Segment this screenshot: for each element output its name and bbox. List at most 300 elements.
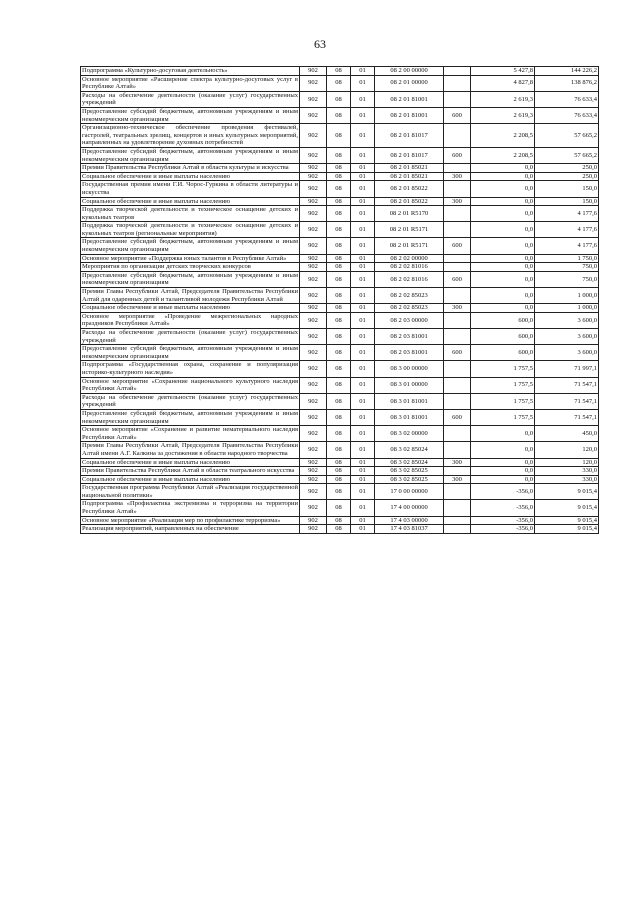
row-name: Предоставление субсидий бюджетным, автономным учреждениям и иным некоммерческим организациям	[82, 238, 298, 254]
row-grbs: 902	[300, 409, 327, 425]
row-target-code: 08 3 00 00000	[375, 361, 444, 377]
row-subsection: 01	[351, 91, 375, 107]
table-row	[81, 147, 599, 163]
table-row	[81, 361, 599, 377]
table-row	[81, 475, 599, 484]
row-section: 08	[327, 304, 351, 313]
row-section: 08	[327, 361, 351, 377]
table-row	[81, 91, 599, 107]
row-subsection: 01	[351, 525, 375, 534]
row-grbs: 902	[300, 426, 327, 442]
row-subsection: 01	[351, 197, 375, 206]
row-name: Предоставление субсидий бюджетным, автономным учреждениям и иным некоммерческим организациям	[82, 409, 298, 425]
row-amount-change: 0,0	[471, 263, 535, 272]
row-amount-change: 0,0	[471, 442, 535, 458]
row-amount-change: 2 619,3	[471, 91, 535, 107]
row-amount-total: 76 633,4	[535, 107, 599, 123]
row-grbs: 902	[300, 67, 327, 76]
row-target-code: 08 2 02 85023	[375, 304, 444, 313]
row-amount-total: 57 665,2	[535, 147, 599, 163]
row-name: Премии Главы Республики Алтай, Председателя Правительства Республики Алтай имени А.Г. Калкина за достижения в области народного творчества	[82, 442, 298, 457]
row-subsection: 01	[351, 206, 375, 222]
row-amount-change: 0,0	[471, 164, 535, 173]
row-target-code: 08 2 01 85022	[375, 181, 444, 197]
row-grbs: 902	[300, 263, 327, 272]
row-target-code: 08 3 01 81001	[375, 409, 444, 425]
row-amount-change: 0,0	[471, 467, 535, 476]
row-expense-type	[444, 442, 471, 458]
row-amount-total: 1 000,0	[535, 304, 599, 313]
row-amount-change: 0,0	[471, 181, 535, 197]
row-grbs: 902	[300, 484, 327, 500]
row-expense-type: 600	[444, 238, 471, 254]
row-subsection: 01	[351, 254, 375, 263]
row-amount-total: 138 876,2	[535, 75, 599, 91]
row-name: Государственная премия имени Г.И. Чорос-Гуркина в области литературы и искусства	[82, 181, 298, 196]
row-section: 08	[327, 329, 351, 345]
row-amount-change: -356,0	[471, 484, 535, 500]
row-section: 08	[327, 172, 351, 181]
row-grbs: 902	[300, 197, 327, 206]
row-amount-total: 250,0	[535, 164, 599, 173]
row-target-code: 08 2 01 85022	[375, 197, 444, 206]
row-subsection: 01	[351, 426, 375, 442]
row-name: Государственная программа Республики Алтай «Реализация государственной национальной политики»	[82, 484, 298, 499]
row-grbs: 902	[300, 393, 327, 409]
row-target-code: 08 2 01 85021	[375, 164, 444, 173]
row-target-code: 08 3 02 85025	[375, 467, 444, 476]
row-section: 08	[327, 442, 351, 458]
row-target-code: 08 3 01 00000	[375, 377, 444, 393]
row-amount-change: 0,0	[471, 222, 535, 238]
row-subsection: 01	[351, 409, 375, 425]
row-section: 08	[327, 124, 351, 148]
row-expense-type	[444, 222, 471, 238]
row-amount-total: 71 547,1	[535, 409, 599, 425]
row-name: Основное мероприятие «Реализация мер по профилактике терроризма»	[81, 516, 300, 525]
row-grbs: 902	[300, 329, 327, 345]
row-amount-change: 0,0	[471, 304, 535, 313]
row-expense-type: 300	[444, 475, 471, 484]
row-name: Поддержка творческой деятельности и техническое оснащение детских и кукольных театров	[82, 206, 298, 221]
row-subsection: 01	[351, 442, 375, 458]
row-amount-total: 3 600,0	[535, 312, 599, 328]
row-amount-change: 1 757,5	[471, 409, 535, 425]
row-amount-change: 0,0	[471, 271, 535, 287]
row-amount-total: 150,0	[535, 181, 599, 197]
row-amount-total: 9 015,4	[535, 525, 599, 534]
row-section: 08	[327, 345, 351, 361]
row-expense-type	[444, 467, 471, 476]
row-target-code: 08 2 02 00000	[375, 254, 444, 263]
table-row	[81, 263, 599, 272]
row-amount-total: 150,0	[535, 197, 599, 206]
row-expense-type	[444, 67, 471, 76]
row-target-code: 08 2 02 81016	[375, 263, 444, 272]
row-expense-type	[444, 75, 471, 91]
row-subsection: 01	[351, 107, 375, 123]
row-name: Подпрограмма «Государственная охрана, сохранение и популяризация историко-культурного наследия»	[82, 361, 298, 376]
row-section: 08	[327, 312, 351, 328]
row-name: Предоставление субсидий бюджетным, автономным учреждениям и иным некоммерческим организациям	[82, 345, 298, 360]
row-subsection: 01	[351, 271, 375, 287]
table-row	[81, 271, 599, 287]
row-section: 08	[327, 458, 351, 467]
row-grbs: 902	[300, 254, 327, 263]
row-section: 08	[327, 409, 351, 425]
row-amount-change: 0,0	[471, 172, 535, 181]
row-amount-total: 450,0	[535, 426, 599, 442]
row-amount-total: 750,0	[535, 271, 599, 287]
row-expense-type: 300	[444, 197, 471, 206]
row-amount-total: 9 015,4	[535, 484, 599, 500]
row-grbs: 902	[300, 442, 327, 458]
row-expense-type: 300	[444, 458, 471, 467]
row-subsection: 01	[351, 147, 375, 163]
row-target-code: 17 0 00 00000	[375, 484, 444, 500]
row-expense-type	[444, 288, 471, 304]
row-amount-change: -356,0	[471, 500, 535, 516]
row-subsection: 01	[351, 475, 375, 484]
row-amount-change: 5 427,8	[471, 67, 535, 76]
row-amount-total: 250,0	[535, 172, 599, 181]
row-section: 08	[327, 206, 351, 222]
row-section: 08	[327, 426, 351, 442]
row-grbs: 902	[300, 525, 327, 534]
row-expense-type	[444, 361, 471, 377]
row-subsection: 01	[351, 500, 375, 516]
table-row	[81, 124, 599, 148]
row-target-code: 08 2 03 81001	[375, 345, 444, 361]
table-row	[81, 222, 599, 238]
row-expense-type	[444, 484, 471, 500]
row-section: 08	[327, 222, 351, 238]
row-target-code: 17 4 03 81037	[375, 525, 444, 534]
row-section: 08	[327, 516, 351, 525]
row-section: 08	[327, 484, 351, 500]
row-expense-type	[444, 516, 471, 525]
row-section: 08	[327, 164, 351, 173]
row-name: Предоставление субсидий бюджетным, автономным учреждениям и иным некоммерческим организациям	[82, 107, 298, 123]
row-amount-change: 2 208,5	[471, 147, 535, 163]
row-name: Расходы на обеспечение деятельности (оказание услуг) государственных учреждений	[82, 393, 298, 409]
row-section: 08	[327, 238, 351, 254]
row-expense-type	[444, 312, 471, 328]
row-section: 08	[327, 467, 351, 476]
row-amount-total: 1 000,0	[535, 288, 599, 304]
table-row	[81, 329, 599, 345]
row-grbs: 902	[300, 222, 327, 238]
row-expense-type	[444, 206, 471, 222]
row-grbs: 902	[300, 206, 327, 222]
row-section: 08	[327, 393, 351, 409]
row-amount-total: 3 600,0	[535, 329, 599, 345]
row-subsection: 01	[351, 393, 375, 409]
table-row	[81, 312, 599, 328]
row-name: Основное мероприятие «Расширение спектра культурно-досуговых услуг в Республике Алтай»	[82, 75, 298, 91]
budget-table	[80, 66, 599, 534]
row-grbs: 902	[300, 181, 327, 197]
row-amount-total: 71 547,1	[535, 393, 599, 409]
row-section: 08	[327, 91, 351, 107]
row-subsection: 01	[351, 329, 375, 345]
row-grbs: 902	[300, 475, 327, 484]
row-expense-type	[444, 329, 471, 345]
row-expense-type: 600	[444, 345, 471, 361]
row-expense-type	[444, 393, 471, 409]
row-amount-change: -356,0	[471, 525, 535, 534]
row-target-code: 08 3 02 00000	[375, 426, 444, 442]
row-name: Социальное обеспечение и иные выплаты населению	[81, 475, 300, 484]
row-target-code: 08 3 02 85024	[375, 458, 444, 467]
row-name: Предоставление субсидий бюджетным, автономным учреждениям и иным некоммерческим организациям	[82, 271, 298, 287]
row-expense-type	[444, 164, 471, 173]
row-section: 08	[327, 263, 351, 272]
row-subsection: 01	[351, 222, 375, 238]
table-row	[81, 525, 599, 534]
row-section: 08	[327, 75, 351, 91]
row-amount-change: 2 208,5	[471, 124, 535, 148]
table-body	[81, 67, 599, 534]
table-row	[81, 516, 599, 525]
row-name: Расходы на обеспечение деятельности (оказание услуг) государственных учреждений	[82, 329, 298, 344]
row-target-code: 08 2 01 00000	[375, 75, 444, 91]
row-amount-total: 9 015,4	[535, 516, 599, 525]
table-row	[81, 426, 599, 442]
row-expense-type	[444, 263, 471, 272]
row-grbs: 902	[300, 238, 327, 254]
row-expense-type	[444, 91, 471, 107]
row-target-code: 17 4 03 00000	[375, 516, 444, 525]
row-amount-total: 76 633,4	[535, 91, 599, 107]
row-grbs: 902	[300, 377, 327, 393]
row-amount-total: 330,0	[535, 475, 599, 484]
row-name: Подпрограмма «Профилактика экстремизма и терроризма на территории Республики Алтай»	[82, 500, 298, 516]
row-name: Основное мероприятие «Сохранение и развитие нематериального наследия Республики Алтай»	[82, 426, 298, 441]
row-section: 08	[327, 107, 351, 123]
row-subsection: 01	[351, 263, 375, 272]
row-subsection: 01	[351, 312, 375, 328]
row-amount-total: 9 015,4	[535, 500, 599, 516]
row-target-code: 08 2 01 R5171	[375, 222, 444, 238]
row-grbs: 902	[300, 345, 327, 361]
row-subsection: 01	[351, 458, 375, 467]
row-amount-change: 0,0	[471, 206, 535, 222]
row-subsection: 01	[351, 172, 375, 181]
row-amount-total: 71 997,1	[535, 361, 599, 377]
row-grbs: 902	[300, 516, 327, 525]
row-amount-change: -356,0	[471, 516, 535, 525]
row-section: 08	[327, 377, 351, 393]
table-row	[81, 345, 599, 361]
row-grbs: 902	[300, 124, 327, 148]
row-expense-type	[444, 377, 471, 393]
row-target-code: 17 4 00 00000	[375, 500, 444, 516]
table-row	[81, 393, 599, 409]
table-row	[81, 164, 599, 173]
row-amount-total: 120,0	[535, 458, 599, 467]
table-row	[81, 197, 599, 206]
row-name: Социальное обеспечение и иные выплаты населению	[81, 172, 300, 181]
row-amount-change: 0,0	[471, 458, 535, 467]
row-subsection: 01	[351, 164, 375, 173]
row-amount-total: 750,0	[535, 263, 599, 272]
row-name: Расходы на обеспечение деятельности (оказание услуг) государственных учреждений	[82, 91, 298, 107]
row-amount-change: 1 757,5	[471, 361, 535, 377]
row-target-code: 08 2 01 81017	[375, 147, 444, 163]
table-row	[81, 288, 599, 304]
row-amount-change: 0,0	[471, 197, 535, 206]
row-target-code: 08 2 01 R5170	[375, 206, 444, 222]
row-target-code: 08 2 01 81017	[375, 124, 444, 148]
row-subsection: 01	[351, 288, 375, 304]
row-amount-change: 600,0	[471, 345, 535, 361]
row-subsection: 01	[351, 238, 375, 254]
table-row	[81, 254, 599, 263]
row-grbs: 902	[300, 147, 327, 163]
row-subsection: 01	[351, 75, 375, 91]
row-grbs: 902	[300, 172, 327, 181]
row-target-code: 08 2 02 81016	[375, 271, 444, 287]
table-row	[81, 409, 599, 425]
table-row	[81, 67, 599, 76]
row-section: 08	[327, 254, 351, 263]
row-grbs: 902	[300, 467, 327, 476]
row-grbs: 902	[300, 164, 327, 173]
row-section: 08	[327, 288, 351, 304]
row-grbs: 902	[300, 107, 327, 123]
row-amount-change: 2 619,3	[471, 107, 535, 123]
row-grbs: 902	[300, 288, 327, 304]
row-target-code: 08 2 01 81001	[375, 91, 444, 107]
row-subsection: 01	[351, 345, 375, 361]
table-row	[81, 442, 599, 458]
table-row	[81, 107, 599, 123]
row-subsection: 01	[351, 516, 375, 525]
row-amount-change: 0,0	[471, 426, 535, 442]
row-target-code: 08 2 03 00000	[375, 312, 444, 328]
row-name: Мероприятия по организации детских творческих конкурсов	[81, 263, 300, 272]
row-expense-type	[444, 254, 471, 263]
row-expense-type: 600	[444, 107, 471, 123]
row-subsection: 01	[351, 304, 375, 313]
row-name: Основное мероприятие «Сохранение национального культурного наследия Республики Алтай»	[82, 377, 298, 393]
row-grbs: 902	[300, 500, 327, 516]
row-expense-type: 300	[444, 172, 471, 181]
row-target-code: 08 2 02 85023	[375, 288, 444, 304]
row-expense-type: 600	[444, 147, 471, 163]
row-subsection: 01	[351, 484, 375, 500]
row-expense-type: 600	[444, 271, 471, 287]
row-name: Реализация мероприятий, направленных на обеспечение	[81, 525, 300, 534]
row-section: 08	[327, 500, 351, 516]
row-amount-total: 120,0	[535, 442, 599, 458]
row-expense-type: 600	[444, 409, 471, 425]
table-row	[81, 172, 599, 181]
table-row	[81, 500, 599, 516]
row-section: 08	[327, 67, 351, 76]
row-grbs: 902	[300, 361, 327, 377]
table-row	[81, 206, 599, 222]
row-expense-type	[444, 181, 471, 197]
table-row	[81, 377, 599, 393]
table-row	[81, 458, 599, 467]
row-amount-total: 1 750,0	[535, 254, 599, 263]
row-amount-total: 57 665,2	[535, 124, 599, 148]
row-name: Премии Главы Республики Алтай, Председателя Правительства Республики Алтай для одаренных детей и талантливой молодежи Республики Алтай	[82, 288, 298, 303]
row-name: Премии Правительства Республики Алтай в области театрального искусства	[81, 467, 300, 476]
row-grbs: 902	[300, 75, 327, 91]
row-section: 08	[327, 181, 351, 197]
row-target-code: 08 3 02 85024	[375, 442, 444, 458]
row-target-code: 08 2 01 R5171	[375, 238, 444, 254]
row-expense-type: 300	[444, 304, 471, 313]
row-name: Социальное обеспечение и иные выплаты населению	[81, 458, 300, 467]
row-section: 08	[327, 197, 351, 206]
row-amount-change: 0,0	[471, 288, 535, 304]
row-amount-total: 3 600,0	[535, 345, 599, 361]
table-row	[81, 181, 599, 197]
row-amount-change: 1 757,5	[471, 393, 535, 409]
row-name: Основное мероприятие «Проведение межрегиональных народных праздников Республики Алтай»	[82, 312, 298, 328]
row-amount-total: 330,0	[535, 467, 599, 476]
row-target-code: 08 2 03 81001	[375, 329, 444, 345]
row-expense-type	[444, 426, 471, 442]
row-amount-total: 71 547,1	[535, 377, 599, 393]
row-amount-total: 4 177,6	[535, 222, 599, 238]
row-grbs: 902	[300, 271, 327, 287]
table-row	[81, 75, 599, 91]
table-row	[81, 484, 599, 500]
row-amount-change: 1 757,5	[471, 377, 535, 393]
row-name: Социальное обеспечение и иные выплаты населению	[81, 304, 300, 313]
row-amount-change: 0,0	[471, 238, 535, 254]
page-number: 63	[314, 37, 326, 51]
row-section: 08	[327, 147, 351, 163]
row-amount-change: 4 827,8	[471, 75, 535, 91]
row-name: Организационно-техническое обеспечение проведения фестивалей, гастролей, театральных зрелищ, концертов и иных культурных мероприятий, направленных на удовлетворение духовных потребностей	[82, 124, 298, 147]
row-target-code: 08 3 01 81001	[375, 393, 444, 409]
row-target-code: 08 3 02 85025	[375, 475, 444, 484]
row-name: Подпрограмма «Культурно-досуговая деятельность»	[81, 67, 300, 76]
row-target-code: 08 2 00 00000	[375, 67, 444, 76]
row-expense-type	[444, 500, 471, 516]
row-subsection: 01	[351, 467, 375, 476]
row-expense-type	[444, 525, 471, 534]
row-amount-change: 600,0	[471, 329, 535, 345]
row-subsection: 01	[351, 377, 375, 393]
row-name: Поддержка творческой деятельности и техническое оснащение детских и кукольных театров (региональные мероприятия)	[82, 222, 298, 237]
row-amount-change: 0,0	[471, 254, 535, 263]
row-subsection: 01	[351, 124, 375, 148]
row-section: 08	[327, 475, 351, 484]
table-row	[81, 467, 599, 476]
row-grbs: 902	[300, 458, 327, 467]
row-name: Премии Правительства Республики Алтай в области культуры и искусства	[81, 164, 300, 173]
row-amount-total: 144 226,2	[535, 67, 599, 76]
row-grbs: 902	[300, 304, 327, 313]
table-row	[81, 304, 599, 313]
row-name: Предоставление субсидий бюджетным, автономным учреждениям и иным некоммерческим организациям	[82, 147, 298, 163]
row-grbs: 902	[300, 312, 327, 328]
row-name: Социальное обеспечение и иные выплаты населению	[81, 197, 300, 206]
row-amount-total: 4 177,6	[535, 206, 599, 222]
row-section: 08	[327, 525, 351, 534]
row-section: 08	[327, 271, 351, 287]
row-subsection: 01	[351, 67, 375, 76]
row-expense-type	[444, 124, 471, 148]
table-row	[81, 238, 599, 254]
